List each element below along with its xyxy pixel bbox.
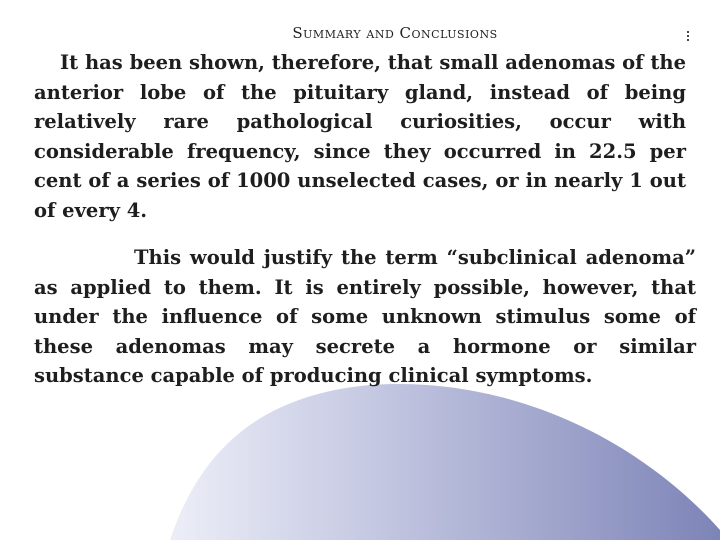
menu-dots-icon	[687, 31, 690, 43]
section-heading: Summary and Conclusions	[292, 24, 498, 42]
paragraph-justification: This would justify the term “subclinical adenoma” as applied to them. It is entirely possible, however, that under the influence of some unknown stimulus some of these adenomas may secrete a hormone or similar substance capable of producing clinical symptoms.	[34, 246, 696, 387]
paragraph-conclusion: It has been shown, therefore, that small adenomas of the anterior lobe of the pituitary gland, instead of being relatively rare pathological curiosities, occur with considerable frequency, since they occurred in 22.5 per cent of a series of 1000 unselected cases, or in nearly 1 out of every 4.	[34, 51, 686, 222]
scanned-text-excerpt	[34, 24, 696, 387]
